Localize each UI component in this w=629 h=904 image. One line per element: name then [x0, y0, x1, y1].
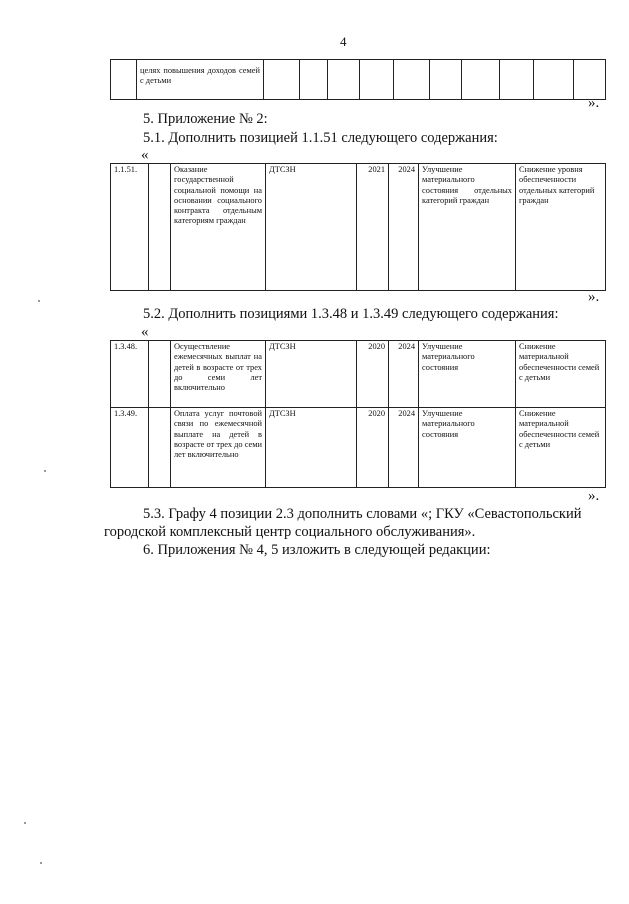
- scan-speck: [24, 822, 26, 824]
- scan-speck: [38, 300, 40, 302]
- start-year: 2021: [357, 164, 389, 291]
- table-cell: целях повышения доходов семей с детьми: [137, 60, 264, 100]
- scan-speck: [44, 470, 46, 472]
- indicator: Снижение материальной обеспеченности семей с детьми: [516, 341, 606, 408]
- executor: ДТСЗН: [266, 341, 357, 408]
- close-quote: ».: [588, 488, 600, 504]
- position-code: 1.1.51.: [111, 164, 149, 291]
- end-year: 2024: [389, 341, 419, 408]
- paragraph-5-1: 5.1. Дополнить позицией 1.1.51 следующего содержания:: [143, 130, 498, 146]
- position-code: 1.3.48.: [111, 341, 149, 408]
- page-number: 4: [340, 34, 347, 49]
- end-year: 2024: [389, 164, 419, 291]
- indicator: Снижение материальной обеспеченности семей с детьми: [516, 408, 606, 488]
- table-position-1-1-51: [110, 163, 606, 291]
- start-year: 2020: [357, 341, 389, 408]
- position-name: Оплата услуг почтовой связи по ежемесячной выплате на детей в возрасте от трех до семи лет включительно: [171, 408, 266, 488]
- table-row: [111, 341, 606, 408]
- expected-result: Улучшение материального состояния: [419, 408, 516, 488]
- table-positions-1-3-48-49: [110, 340, 606, 488]
- table-row: [111, 408, 606, 488]
- close-quote: ».: [588, 289, 600, 305]
- position-name: Осуществление ежемесячных выплат на детей в возрасте от трех до семи лет включительно: [171, 341, 266, 408]
- paragraph-5: 5. Приложение № 2:: [143, 111, 268, 127]
- end-year: 2024: [389, 408, 419, 488]
- open-quote: «: [141, 324, 149, 340]
- close-quote: ».: [588, 95, 600, 111]
- start-year: 2020: [357, 408, 389, 488]
- indicator: Снижение уровня обеспеченности отдельных категорий граждан: [516, 164, 606, 291]
- paragraph-5-3-line-1: 5.3. Графу 4 позиции 2.3 дополнить словами «; ГКУ «Севастопольский: [143, 506, 582, 522]
- paragraph-6: 6. Приложения № 4, 5 изложить в следующей редакции:: [143, 542, 491, 558]
- executor: ДТСЗН: [266, 408, 357, 488]
- open-quote: «: [141, 147, 149, 163]
- table-fragment-top: [110, 59, 606, 100]
- executor: ДТСЗН: [266, 164, 357, 291]
- paragraph-5-2: 5.2. Дополнить позициями 1.3.48 и 1.3.49 следующего содержания:: [143, 306, 559, 322]
- position-code: 1.3.49.: [111, 408, 149, 488]
- expected-result: Улучшение материального состояния отдельных категорий граждан: [419, 164, 516, 291]
- position-name: Оказание государственной социальной помощи на основании социального контракта отдельным категориям граждан: [171, 164, 266, 291]
- expected-result: Улучшение материального состояния: [419, 341, 516, 408]
- paragraph-5-3-line-2: городской комплексный центр социального обслуживания».: [104, 524, 476, 540]
- scan-speck: [40, 862, 42, 864]
